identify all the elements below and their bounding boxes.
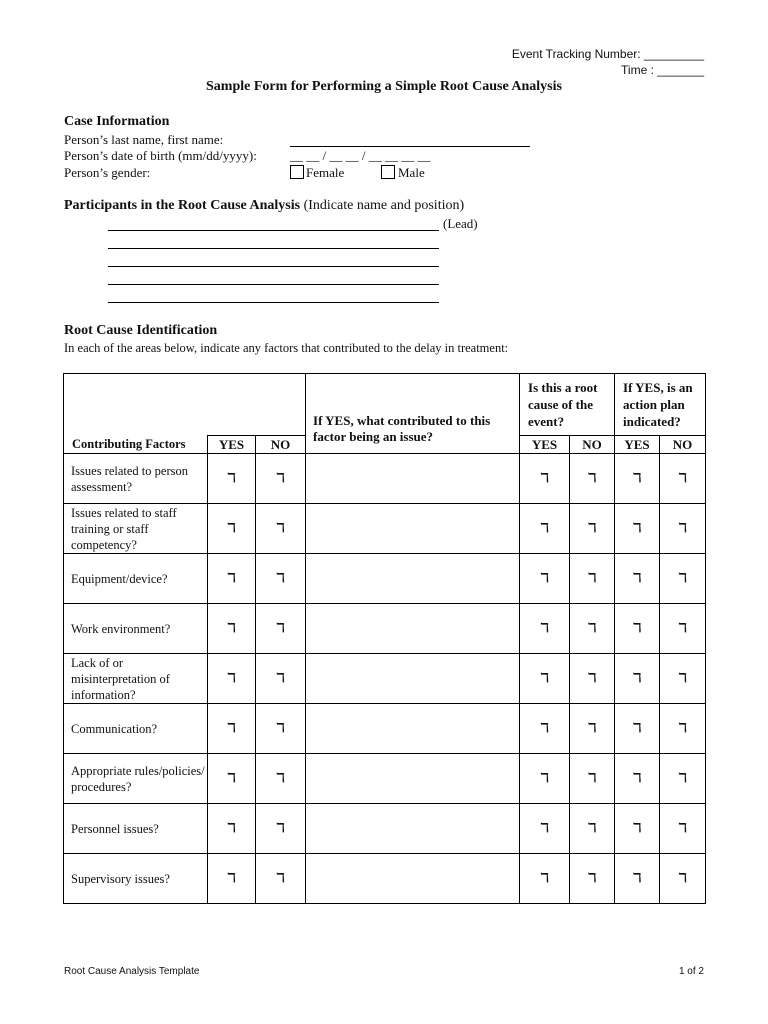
root-cause-yes-checkbox[interactable] <box>520 504 570 554</box>
contribution-notes-field[interactable] <box>306 704 520 754</box>
factor-label: Lack of or misinterpretation of information? <box>64 654 208 704</box>
action-plan-no-checkbox[interactable] <box>660 554 706 604</box>
participant-lead-line[interactable] <box>108 230 439 231</box>
root-cause-no-checkbox[interactable] <box>570 804 615 854</box>
factor-no-checkbox[interactable] <box>256 604 306 654</box>
footer-template-name: Root Cause Analysis Template <box>64 966 200 977</box>
checkbox-mark-icon: ℸ <box>587 721 597 736</box>
checkbox-mark-icon: ℸ <box>227 521 236 536</box>
root-cause-no-header: NO <box>570 436 615 454</box>
factor-no-checkbox[interactable] <box>256 654 306 704</box>
checkbox-mark-icon: ℸ <box>276 521 285 536</box>
factor-yes-checkbox[interactable] <box>208 704 256 754</box>
action-plan-no-checkbox[interactable] <box>660 704 706 754</box>
root-cause-instruction: In each of the areas below, indicate any factors that contributed to the delay in treatment: <box>64 341 509 355</box>
checkbox-mark-icon: ℸ <box>678 571 687 586</box>
participant-line-3[interactable] <box>108 266 439 267</box>
checkbox-mark-icon: ℸ <box>276 671 285 686</box>
checkbox-mark-icon: ℸ <box>587 821 597 836</box>
factor-label: Equipment/device? <box>64 554 208 604</box>
event-tracking-number: Event Tracking Number: _________ <box>511 47 704 61</box>
checkbox-mark-icon: ℸ <box>540 771 549 786</box>
what-contributed-header: If YES, what contributed to this factor being an issue? <box>306 374 520 454</box>
checkbox-mark-icon: ℸ <box>276 771 285 786</box>
action-plan-no-checkbox[interactable] <box>660 454 706 504</box>
factor-no-header: NO <box>256 436 306 454</box>
participants-title: Participants in the Root Cause Analysis <box>64 198 301 213</box>
root-cause-no-checkbox[interactable] <box>570 754 615 804</box>
gender-label: Person’s gender: <box>64 165 151 180</box>
female-checkbox[interactable] <box>290 165 304 179</box>
factor-yes-checkbox[interactable] <box>208 754 256 804</box>
factor-yes-checkbox[interactable] <box>208 504 256 554</box>
participants-heading <box>64 198 464 214</box>
checkbox-mark-icon: ℸ <box>678 721 687 736</box>
action-plan-no-checkbox[interactable] <box>660 754 706 804</box>
checkbox-mark-icon: ℸ <box>276 721 285 736</box>
checkbox-mark-icon: ℸ <box>632 571 642 586</box>
checkbox-mark-icon: ℸ <box>632 871 642 886</box>
checkbox-mark-icon: ℸ <box>587 771 597 786</box>
checkbox-mark-icon: ℸ <box>540 471 549 486</box>
factor-yes-checkbox[interactable] <box>208 554 256 604</box>
checkbox-mark-icon: ℸ <box>276 821 285 836</box>
root-cause-yes-header: YES <box>520 436 570 454</box>
action-plan-yes-checkbox[interactable] <box>615 854 660 904</box>
action-plan-yes-checkbox[interactable] <box>615 604 660 654</box>
checkbox-mark-icon: ℸ <box>276 621 285 636</box>
factor-label: Appropriate rules/policies/ procedures? <box>64 754 208 804</box>
checkbox-mark-icon: ℸ <box>632 471 642 486</box>
action-plan-yes-checkbox[interactable] <box>615 754 660 804</box>
checkbox-mark-icon: ℸ <box>540 721 549 736</box>
factor-no-checkbox[interactable] <box>256 554 306 604</box>
factor-yes-checkbox[interactable] <box>208 454 256 504</box>
checkbox-mark-icon: ℸ <box>540 521 549 536</box>
table-row <box>64 554 706 604</box>
root-cause-no-checkbox[interactable] <box>570 604 615 654</box>
checkbox-mark-icon: ℸ <box>587 621 597 636</box>
root-cause-no-checkbox[interactable] <box>570 504 615 554</box>
factor-yes-checkbox[interactable] <box>208 604 256 654</box>
name-field[interactable] <box>290 146 530 147</box>
root-cause-header: Is this a root cause of the event? <box>520 374 615 436</box>
checkbox-mark-icon: ℸ <box>227 871 236 886</box>
female-label: Female <box>306 165 345 180</box>
checkbox-mark-icon: ℸ <box>587 471 597 486</box>
factor-no-checkbox[interactable] <box>256 804 306 854</box>
root-cause-heading: Root Cause Identification <box>64 323 218 338</box>
checkbox-mark-icon: ℸ <box>678 821 687 836</box>
action-plan-no-checkbox[interactable] <box>660 804 706 854</box>
dob-field[interactable]: __ __ / __ __ / __ __ __ __ <box>290 148 431 163</box>
action-plan-header: If YES, is an action plan indicated? <box>615 374 706 436</box>
contributing-factors-header-top <box>64 374 306 436</box>
root-cause-no-checkbox[interactable] <box>570 554 615 604</box>
action-plan-yes-checkbox[interactable] <box>615 454 660 504</box>
action-plan-no-checkbox[interactable] <box>660 654 706 704</box>
checkbox-mark-icon: ℸ <box>227 471 236 486</box>
checkbox-mark-icon: ℸ <box>632 721 642 736</box>
participant-line-5[interactable] <box>108 302 439 303</box>
root-cause-no-checkbox[interactable] <box>570 454 615 504</box>
factor-no-checkbox[interactable] <box>256 704 306 754</box>
checkbox-mark-icon: ℸ <box>540 821 549 836</box>
action-plan-no-checkbox[interactable] <box>660 604 706 654</box>
factor-yes-checkbox[interactable] <box>208 804 256 854</box>
factor-label: Personnel issues? <box>64 804 208 854</box>
factor-yes-checkbox[interactable] <box>208 654 256 704</box>
action-plan-yes-checkbox[interactable] <box>615 654 660 704</box>
action-plan-yes-header: YES <box>615 436 660 454</box>
checkbox-mark-icon: ℸ <box>678 521 687 536</box>
table-row <box>64 854 706 904</box>
table-row <box>64 654 706 704</box>
table-row <box>64 504 706 554</box>
root-cause-yes-checkbox[interactable] <box>520 754 570 804</box>
contribution-notes-field[interactable] <box>306 504 520 554</box>
checkbox-mark-icon: ℸ <box>632 621 642 636</box>
table-row <box>64 754 706 804</box>
footer-page-number: 1 of 2 <box>678 966 704 977</box>
checkbox-mark-icon: ℸ <box>227 671 236 686</box>
event-time: Time : _______ <box>621 63 704 77</box>
checkbox-mark-icon: ℸ <box>276 471 285 486</box>
checkbox-mark-icon: ℸ <box>227 621 236 636</box>
checkbox-mark-icon: ℸ <box>540 871 549 886</box>
name-label: Person’s last name, first name: <box>64 132 224 147</box>
male-label: Male <box>398 165 425 180</box>
contribution-notes-field[interactable] <box>306 654 520 704</box>
contribution-notes-field[interactable] <box>306 754 520 804</box>
contribution-notes-field[interactable] <box>306 854 520 904</box>
factor-label: Communication? <box>64 704 208 754</box>
checkbox-mark-icon: ℸ <box>678 771 687 786</box>
checkbox-mark-icon: ℸ <box>587 521 597 536</box>
dob-label: Person’s date of birth (mm/dd/yyyy): <box>64 148 257 163</box>
checkbox-mark-icon: ℸ <box>540 671 549 686</box>
root-cause-yes-checkbox[interactable] <box>520 704 570 754</box>
factor-no-checkbox[interactable] <box>256 454 306 504</box>
root-cause-yes-checkbox[interactable] <box>520 554 570 604</box>
case-information-heading: Case Information <box>64 114 170 129</box>
checkbox-mark-icon: ℸ <box>540 621 549 636</box>
action-plan-yes-checkbox[interactable] <box>615 554 660 604</box>
action-plan-yes-checkbox[interactable] <box>615 804 660 854</box>
factor-label: Issues related to person assessment? <box>64 454 208 504</box>
checkbox-mark-icon: ℸ <box>587 671 597 686</box>
root-cause-no-checkbox[interactable] <box>570 704 615 754</box>
participants-instruction: (Indicate name and position) <box>303 198 465 213</box>
factor-label: Supervisory issues? <box>64 854 208 904</box>
checkbox-mark-icon: ℸ <box>227 721 236 736</box>
table-row <box>64 454 706 504</box>
checkbox-mark-icon: ℸ <box>587 871 597 886</box>
root-cause-yes-checkbox[interactable] <box>520 854 570 904</box>
action-plan-yes-checkbox[interactable] <box>615 504 660 554</box>
checkbox-mark-icon: ℸ <box>678 671 687 686</box>
checkbox-mark-icon: ℸ <box>227 571 236 586</box>
factor-yes-header: YES <box>208 436 256 454</box>
checkbox-mark-icon: ℸ <box>227 821 236 836</box>
contribution-notes-field[interactable] <box>306 454 520 504</box>
action-plan-no-checkbox[interactable] <box>660 854 706 904</box>
contributing-factors-header: Contributing Factors <box>64 436 208 454</box>
contribution-notes-field[interactable] <box>306 604 520 654</box>
contribution-notes-field[interactable] <box>306 554 520 604</box>
action-plan-no-header: NO <box>660 436 706 454</box>
participant-line-2[interactable] <box>108 248 439 249</box>
factor-no-checkbox[interactable] <box>256 754 306 804</box>
checkbox-mark-icon: ℸ <box>632 821 642 836</box>
checkbox-mark-icon: ℸ <box>632 521 642 536</box>
table-row <box>64 604 706 654</box>
participant-line-4[interactable] <box>108 284 439 285</box>
checkbox-mark-icon: ℸ <box>227 771 236 786</box>
action-plan-yes-checkbox[interactable] <box>615 704 660 754</box>
checkbox-mark-icon: ℸ <box>632 771 642 786</box>
table-row <box>64 704 706 754</box>
contributing-factors-table <box>63 373 706 904</box>
factor-no-checkbox[interactable] <box>256 854 306 904</box>
checkbox-mark-icon: ℸ <box>678 621 687 636</box>
checkbox-mark-icon: ℸ <box>632 671 642 686</box>
checkbox-mark-icon: ℸ <box>276 571 285 586</box>
factor-yes-checkbox[interactable] <box>208 854 256 904</box>
checkbox-mark-icon: ℸ <box>540 571 549 586</box>
root-cause-yes-checkbox[interactable] <box>520 454 570 504</box>
lead-label: (Lead) <box>443 216 478 231</box>
contribution-notes-field[interactable] <box>306 804 520 854</box>
checkbox-mark-icon: ℸ <box>587 571 597 586</box>
root-cause-yes-checkbox[interactable] <box>520 804 570 854</box>
factor-no-checkbox[interactable] <box>256 504 306 554</box>
factor-label: Work environment? <box>64 604 208 654</box>
action-plan-no-checkbox[interactable] <box>660 504 706 554</box>
root-cause-no-checkbox[interactable] <box>570 654 615 704</box>
checkbox-mark-icon: ℸ <box>678 871 687 886</box>
checkbox-mark-icon: ℸ <box>678 471 687 486</box>
checkbox-mark-icon: ℸ <box>276 871 285 886</box>
root-cause-yes-checkbox[interactable] <box>520 604 570 654</box>
root-cause-yes-checkbox[interactable] <box>520 654 570 704</box>
factor-label: Issues related to staff training or staff competency? <box>64 504 208 554</box>
page-title: Sample Form for Performing a Simple Root Cause Analysis <box>206 79 562 94</box>
root-cause-no-checkbox[interactable] <box>570 854 615 904</box>
table-row <box>64 804 706 854</box>
male-checkbox[interactable] <box>381 165 395 179</box>
